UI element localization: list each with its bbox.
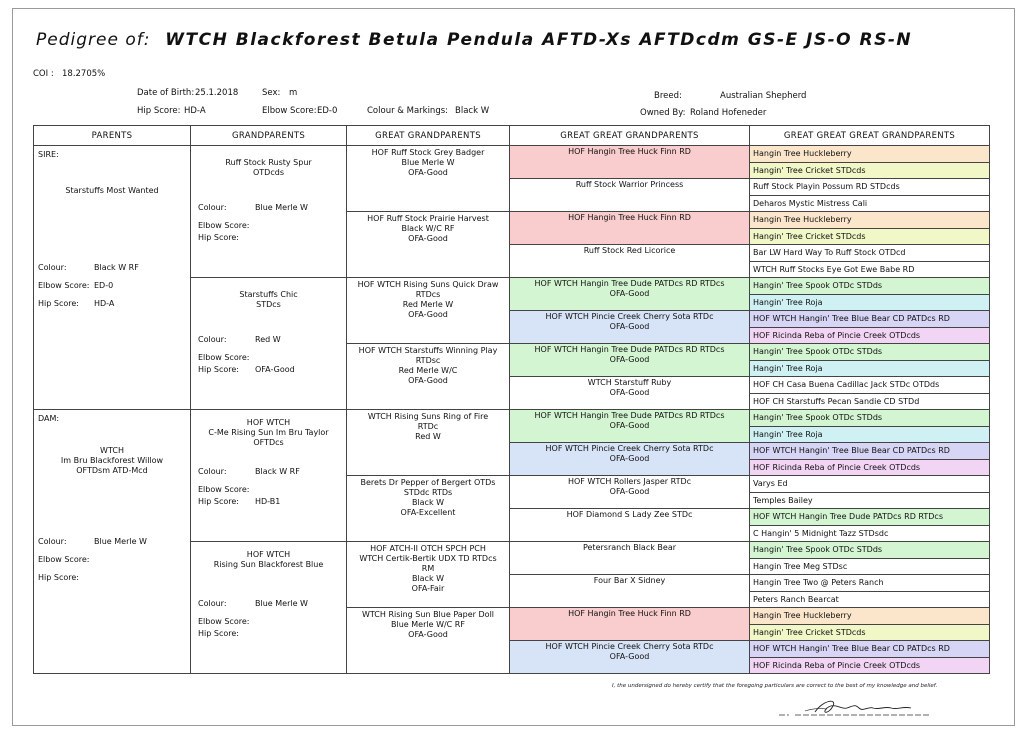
parent-hip-label: Hip Score: [38, 299, 79, 308]
great-grandparent-cell: HOF Ruff Stock Grey Badger Blue Merle W OFA-Good [347, 146, 510, 212]
gg-grandparent-cell: Ruff Stock Red Licorice [510, 245, 750, 278]
parent-hip-value: HD-A [94, 299, 115, 308]
great-grandparent-cell: WTCH Rising Sun Blue Paper Doll Blue Merle W/C RF OFA-Good [347, 608, 510, 674]
ggg-grandparent-cell: HOF WTCH Hangin Tree Dude PATDcs RD RTDcs [750, 509, 990, 526]
title-label: Pedigree of: [36, 30, 151, 50]
dob-value: 25.1.2018 [195, 88, 239, 98]
grandparent-hip-label: Hip Score: [198, 629, 239, 638]
great-grandparent-cell: HOF ATCH-II OTCH SPCH PCH WTCH Certik-Bertik UDX TD RTDcs RM Black W OFA-Fair [347, 542, 510, 608]
pedigree-table [33, 125, 990, 674]
ggg-grandparent-cell: Deharos Mystic Mistress Cali [750, 195, 990, 212]
gg-grandparent-cell: HOF Hangin Tree Huck Finn RD [510, 608, 750, 641]
parent-colour-value: Black W RF [94, 263, 139, 272]
ggg-grandparent-cell: C Hangin' 5 Midnight Tazz STDsdc [750, 525, 990, 542]
ggg-grandparent-cell: Hangin' Tree Roja [750, 426, 990, 443]
ggg-grandparent-cell: HOF Ricinda Reba of Pincie Creek OTDcds [750, 327, 990, 344]
parent-role: SIRE: [38, 150, 59, 159]
gg-grandparent-cell: HOF WTCH Hangin Tree Dude PATDcs RD RTDcs OFA-Good [510, 410, 750, 443]
grandparent-name: HOF WTCH C-Me Rising Sun Im Bru Taylor OFTDcs [208, 418, 329, 447]
signature [775, 694, 935, 722]
parent-colour-label: Colour: [38, 537, 67, 546]
ggg-grandparent-cell: Bar LW Hard Way To Ruff Stock OTDcd [750, 245, 990, 262]
sex-value: m [289, 88, 298, 98]
grandparent-colour-value: Red W [255, 335, 281, 344]
gg-grandparent-cell: Four Bar X Sidney [510, 575, 750, 608]
grandparent-name: Starstuffs Chic STDcs [239, 290, 298, 309]
col-header-grandparents: GRANDPARENTS [191, 126, 347, 146]
ggg-grandparent-cell: Hangin' Tree Spook OTDc STDds [750, 410, 990, 427]
hip-label: Hip Score: [137, 106, 181, 116]
owner-value: Roland Hofeneder [690, 108, 767, 118]
parent-colour-label: Colour: [38, 263, 67, 272]
grandparent-colour-label: Colour: [198, 467, 227, 476]
grandparent-colour-value: Blue Merle W [255, 203, 308, 212]
sire-cell [34, 146, 191, 410]
parent-name: Starstuffs Most Wanted [65, 186, 159, 195]
ggg-grandparent-cell: Hangin' Tree Spook OTDc STDds [750, 542, 990, 559]
great-grandparent-cell: HOF WTCH Rising Suns Quick Draw RTDcs Red Merle W OFA-Good [347, 278, 510, 344]
great-grandparent-cell: WTCH Rising Suns Ring of Fire RTDc Red W [347, 410, 510, 476]
parent-name: WTCH Im Bru Blackforest Willow OFTDsm ATD-Mcd [60, 446, 164, 475]
pedigree-row [34, 410, 990, 427]
ggg-grandparent-cell: Hangin' Tree Cricket STDcds [750, 624, 990, 641]
ggg-grandparent-cell: HOF WTCH Hangin' Tree Blue Bear CD PATDcs RD [750, 443, 990, 460]
col-header-great-grandparents: GREAT GRANDPARENTS [347, 126, 510, 146]
breed-label: Breed: [654, 91, 682, 101]
dam-cell [34, 410, 191, 674]
breed-value: Australian Shepherd [720, 91, 807, 101]
page-title [36, 30, 912, 50]
pedigree-row [34, 146, 990, 163]
gg-grandparent-cell: HOF WTCH Pincie Creek Cherry Sota RTDc OFA-Good [510, 311, 750, 344]
ggg-grandparent-cell: Varys Ed [750, 476, 990, 493]
gg-grandparent-cell: HOF WTCH Pincie Creek Cherry Sota RTDc OFA-Good [510, 443, 750, 476]
ggg-grandparent-cell: Hangin' Tree Cricket STDcds [750, 228, 990, 245]
ggg-grandparent-cell: HOF CH Casa Buena Cadillac Jack STDc OTDds [750, 377, 990, 394]
gg-grandparent-cell: HOF Hangin Tree Huck Finn RD [510, 212, 750, 245]
grandparent-name: HOF WTCH Rising Sun Blackforest Blue [213, 550, 324, 569]
owner-label: Owned By: [640, 108, 686, 118]
parent-hip-label: Hip Score: [38, 573, 79, 582]
grandparent-colour-label: Colour: [198, 203, 227, 212]
col-header-ggg-grandparents: GREAT GREAT GREAT GRANDPARENTS [750, 126, 990, 146]
grandparent-cell [191, 410, 347, 542]
parent-elbow-value: ED-0 [94, 281, 114, 290]
certification-text: I, the undersigned do hereby certify that the foregoing particulars are correct to the best of my knowledge and belief. [612, 683, 938, 689]
ggg-grandparent-cell: WTCH Ruff Stocks Eye Got Ewe Babe RD [750, 261, 990, 278]
ggg-grandparent-cell: Hangin Tree Huckleberry [750, 212, 990, 229]
parent-colour-value: Blue Merle W [94, 537, 147, 546]
ggg-grandparent-cell: Hangin' Tree Spook OTDc STDds [750, 278, 990, 295]
grandparent-colour-value: Blue Merle W [255, 599, 308, 608]
ggg-grandparent-cell: Hangin Tree Huckleberry [750, 146, 990, 163]
ggg-grandparent-cell: Temples Bailey [750, 492, 990, 509]
parent-role: DAM: [38, 414, 60, 423]
great-grandparent-cell: Berets Dr Pepper of Bergert OTDs STDdc RTDs Black W OFA-Excellent [347, 476, 510, 542]
col-header-parents: PARENTS [34, 126, 191, 146]
grandparent-hip-label: Hip Score: [198, 497, 239, 506]
ggg-grandparent-cell: Hangin Tree Meg STDsc [750, 558, 990, 575]
colour-markings-value: Black W [455, 106, 490, 116]
grandparent-cell [191, 278, 347, 410]
sex-label: Sex: [262, 88, 281, 98]
ggg-grandparent-cell: Hangin' Tree Spook OTDc STDds [750, 344, 990, 361]
ggg-grandparent-cell: Hangin Tree Two @ Peters Ranch [750, 575, 990, 592]
great-grandparent-cell: HOF WTCH Starstuffs Winning Play RTDsc Red Merle W/C OFA-Good [347, 344, 510, 410]
ggg-grandparent-cell: HOF Ricinda Reba of Pincie Creek OTDcds [750, 657, 990, 674]
dob-label: Date of Birth: [137, 88, 195, 98]
ggg-grandparent-cell: HOF Ricinda Reba of Pincie Creek OTDcds [750, 459, 990, 476]
grandparent-cell [191, 542, 347, 674]
elbow-value: ED-0 [317, 106, 338, 116]
grandparent-cell [191, 146, 347, 278]
grandparent-hip-label: Hip Score: [198, 233, 239, 242]
grandparent-elbow-label: Elbow Score: [198, 485, 250, 494]
parent-elbow-label: Elbow Score: [38, 281, 90, 290]
colour-markings-label: Colour & Markings: [367, 106, 449, 116]
column-header-row [34, 126, 990, 146]
gg-grandparent-cell: HOF Hangin Tree Huck Finn RD [510, 146, 750, 179]
grandparent-name: Ruff Stock Rusty Spur OTDcds [225, 158, 312, 177]
elbow-label: Elbow Score: [262, 106, 317, 116]
parent-elbow-label: Elbow Score: [38, 555, 90, 564]
ggg-grandparent-cell: Hangin Tree Huckleberry [750, 608, 990, 625]
gg-grandparent-cell: HOF WTCH Pincie Creek Cherry Sota RTDc OFA-Good [510, 641, 750, 674]
gg-grandparent-cell: Petersranch Black Bear [510, 542, 750, 575]
grandparent-colour-value: Black W RF [255, 467, 300, 476]
grandparent-colour-label: Colour: [198, 335, 227, 344]
grandparent-hip-value: HD-B1 [255, 497, 281, 506]
grandparent-elbow-label: Elbow Score: [198, 221, 250, 230]
great-grandparent-cell: HOF Ruff Stock Prairie Harvest Black W/C RF OFA-Good [347, 212, 510, 278]
grandparent-elbow-label: Elbow Score: [198, 353, 250, 362]
ggg-grandparent-cell: HOF CH Starstuffs Pecan Sandie CD STDd [750, 393, 990, 410]
ggg-grandparent-cell: Hangin' Tree Roja [750, 294, 990, 311]
ggg-grandparent-cell: Hangin' Tree Roja [750, 360, 990, 377]
gg-grandparent-cell: HOF WTCH Hangin Tree Dude PATDcs RD RTDcs OFA-Good [510, 344, 750, 377]
gg-grandparent-cell: Ruff Stock Warrior Princess [510, 179, 750, 212]
dog-name: WTCH Blackforest Betula Pendula AFTD-Xs AFTDcdm GS-E JS-O RS-N [165, 30, 913, 50]
ggg-grandparent-cell: Ruff Stock Playin Possum RD STDcds [750, 179, 990, 196]
gg-grandparent-cell: HOF WTCH Hangin Tree Dude PATDcs RD RTDcs OFA-Good [510, 278, 750, 311]
hip-value: HD-A [184, 106, 206, 116]
gg-grandparent-cell: HOF Diamond S Lady Zee STDc [510, 509, 750, 542]
gg-grandparent-cell: HOF WTCH Rollers Jasper RTDc OFA-Good [510, 476, 750, 509]
grandparent-hip-label: Hip Score: [198, 365, 239, 374]
ggg-grandparent-cell: HOF WTCH Hangin' Tree Blue Bear CD PATDcs RD [750, 641, 990, 658]
gg-grandparent-cell: WTCH Starstuff Ruby OFA-Good [510, 377, 750, 410]
grandparent-colour-label: Colour: [198, 599, 227, 608]
ggg-grandparent-cell: Peters Ranch Bearcat [750, 591, 990, 608]
coi-value: 18.2705% [62, 69, 106, 79]
grandparent-hip-value: OFA-Good [255, 365, 295, 374]
col-header-gg-grandparents: GREAT GREAT GRANDPARENTS [510, 126, 750, 146]
coi-label: COI : [33, 69, 54, 79]
ggg-grandparent-cell: Hangin' Tree Cricket STDcds [750, 162, 990, 179]
grandparent-elbow-label: Elbow Score: [198, 617, 250, 626]
ggg-grandparent-cell: HOF WTCH Hangin' Tree Blue Bear CD PATDcs RD [750, 311, 990, 328]
